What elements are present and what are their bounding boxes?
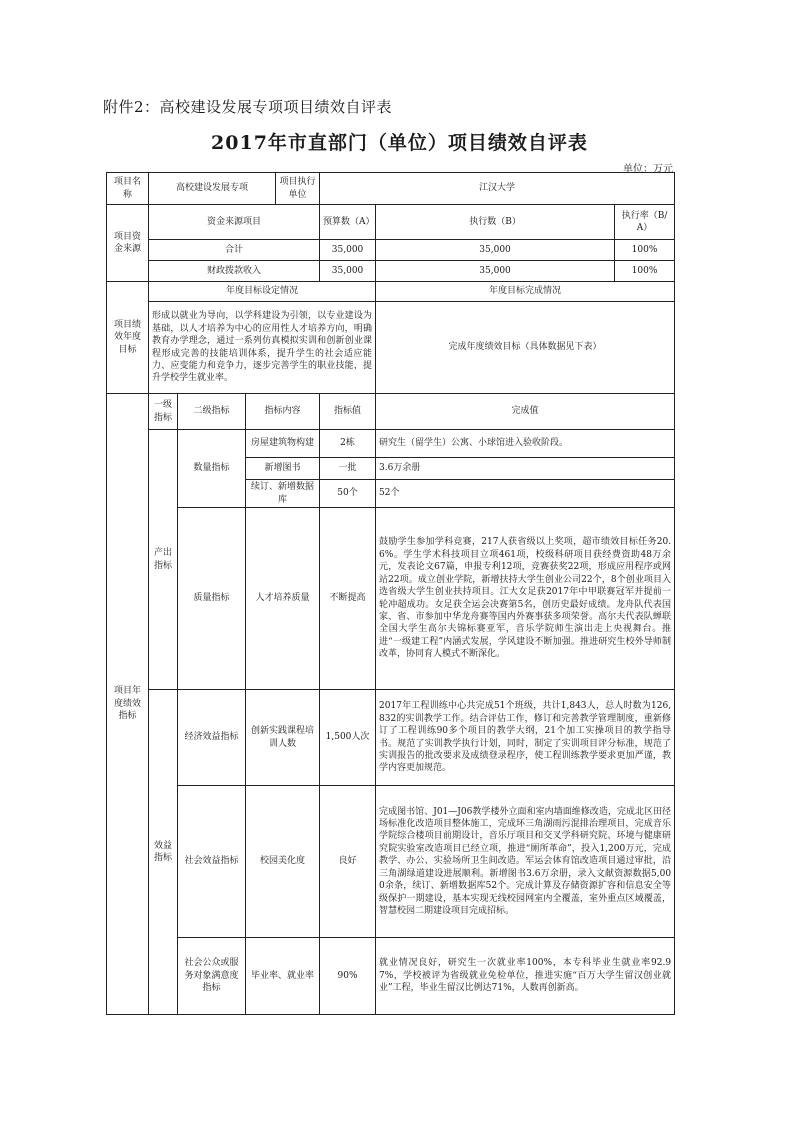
indicator-content: 房屋建筑物构建 xyxy=(246,430,320,458)
indicator-row xyxy=(107,690,675,786)
indicator-result: 2017年工程训练中心共完成51个班级，共计1,843人，总人时数为126,832的实训教学工作。结合评估工作，修订和完善教学管理制度，重新修订了工程训练90多个项目的教学大纲，21个加工实操项目的教学指导书。规范了实训教学执行计划，同时，制定了实训项目评分标准，规范了实训报告的批改要求及成绩登录程序，使工程训练教学要求更加严谨，教学内容更加规范。 xyxy=(376,690,675,786)
indicator-value: 1,500人次 xyxy=(320,690,376,786)
economic-label: 经济效益指标 xyxy=(178,690,246,786)
indicator-content: 创新实践课程培训人数 xyxy=(246,690,320,786)
goals-content-row xyxy=(107,302,675,394)
indicator-value: 50个 xyxy=(320,480,376,508)
social-label: 社会效益指标 xyxy=(178,786,246,938)
goals-completion-header: 年度目标完成情况 xyxy=(376,282,675,302)
indicator-value: 一批 xyxy=(320,458,376,480)
quantity-label: 数量指标 xyxy=(178,430,246,508)
indicator-row xyxy=(107,938,675,1015)
indicator-value: 不断提高 xyxy=(320,508,376,690)
indicator-row xyxy=(107,430,675,458)
header-content: 指标内容 xyxy=(246,394,320,430)
funding-col-source: 资金来源项目 xyxy=(149,205,320,240)
header-level1: 一级指标 xyxy=(149,394,178,430)
funding-row xyxy=(107,261,675,282)
funding-budget: 35,000 xyxy=(320,261,376,282)
annex-heading: 附件2：高校建设发展专项项目绩效自评表 xyxy=(103,98,393,116)
goals-section-label: 项目绩效年度目标 xyxy=(107,282,149,394)
indicator-value: 良好 xyxy=(320,786,376,938)
header-level2: 二级指标 xyxy=(178,394,246,430)
project-name-label: 项目名称 xyxy=(107,173,149,205)
indicator-value: 2栋 xyxy=(320,430,376,458)
indicator-value: 90% xyxy=(320,938,376,1015)
indicator-content: 续订、新增数据库 xyxy=(246,480,320,508)
indicator-result: 就业情况良好，研究生一次就业率100%，本专科毕业生就业率92.97%，学校被评为省级就业免检单位，推进实施“百万大学生留汉创业就业”工程，毕业生留汉比例达71%，人数再创新高。 xyxy=(376,938,675,1015)
project-row xyxy=(107,173,675,205)
indicator-result: 52个 xyxy=(376,480,675,508)
indicators-section-label: 项目年度绩效指标 xyxy=(107,394,149,1015)
page-title: 2017年市直部门（单位）项目绩效自评表 xyxy=(211,132,588,154)
funding-col-rate: 执行率（B/A） xyxy=(615,205,675,240)
funding-budget: 35,000 xyxy=(320,240,376,261)
indicator-row xyxy=(107,786,675,938)
exec-unit: 江汉大学 xyxy=(320,173,675,205)
project-name: 高校建设发展专项 xyxy=(149,173,276,205)
indicators-header-row xyxy=(107,394,675,430)
funding-executed: 35,000 xyxy=(376,240,615,261)
unit-note: 单位：万元 xyxy=(623,164,673,175)
goals-setting-text: 形成以就业为导向，以学科建设为引领，以专业建设为基础，以人才培养为中心的应用性人才培养方向，明确教育办学理念，通过一系列仿真模拟实训和创新创业课程形成完善的技能培训体系，提升学生的社会适应能力、应变能力和竞争力，逐步完善学生的职业技能，提升学校学生就业率。 xyxy=(149,302,376,394)
funding-item: 合计 xyxy=(149,240,320,261)
exec-unit-label: 项目执行单位 xyxy=(276,173,320,205)
indicator-result: 完成图书馆、J01—J06教学楼外立面和室内墙面维修改造，完成北区田径场标准化改造项目整体施工，完成环三角湖雨污混排治理项目，完成音乐学院综合楼项目前期设计，音乐厅项目和交叉学科研究院、环境与健康研究院实验室改造项目已经立项，推进“厕所革命”，投入1,200万元，完成教学、办公、实验场所卫生间改造。军运会体育馆改造项目通过审批，沿三角湖绿道建设进展顺利。新增图书3.6万余册，录入文献资源数据5,000余条，续订、新增数据库52个。完成计算及存储资源扩容和信息安全等级保护一期建设，基本实现无线校园网室内全覆盖，室外重点区域覆盖，智慧校园二期建设项目完成招标。 xyxy=(376,786,675,938)
funding-section-label: 项目资金来源 xyxy=(107,205,149,282)
funding-col-executed: 执行数（B） xyxy=(376,205,615,240)
header-value: 指标值 xyxy=(320,394,376,430)
indicator-result: 3.6万余册 xyxy=(376,458,675,480)
benefit-label: 效益指标 xyxy=(149,690,178,1015)
goals-completion-text: 完成年度绩效目标（具体数据见下表） xyxy=(376,302,675,394)
funding-executed: 35,000 xyxy=(376,261,615,282)
indicator-row xyxy=(107,508,675,690)
funding-row xyxy=(107,240,675,261)
indicator-content: 毕业率、就业率 xyxy=(246,938,320,1015)
evaluation-table xyxy=(106,172,675,1015)
indicator-result: 鼓励学生参加学科竞赛，217人获省级以上奖项，超市绩效目标任务20.6%。学生学术科技项目立项461项，校级科研项目获经费资助48万余元，发表论文67篇，申报专利12项，竞赛获奖22项，形成应用程序或网站22项。成立创业学院，新增扶持大学生创业公司22个，8个创业项目入选省级大学生创业扶持项目。江大女足获2017年中甲联赛冠军并提前一轮冲超成功。女足获全运会决赛第5名，创历史最好成绩。龙舟队代表国家、省、市参加中华龙舟赛等国内外赛事获多项荣誉。高尔夫代表队蝉联全国大学生高尔夫锦标赛亚军，音乐学院师生演出走上央视舞台。推进“一级建工程”内涵式发展，学风建设不断加强。推进研究生校外导师制改革，协同育人模式不断深化。 xyxy=(376,508,675,690)
goals-header-row xyxy=(107,282,675,302)
output-label: 产出指标 xyxy=(149,430,178,690)
indicator-result: 研究生（留学生）公寓、小球馆进入验收阶段。 xyxy=(376,430,675,458)
funding-col-budget: 预算数（A） xyxy=(320,205,376,240)
quality-label: 质量指标 xyxy=(178,508,246,690)
funding-rate: 100% xyxy=(615,261,675,282)
funding-item: 财政拨款收入 xyxy=(149,261,320,282)
funding-header-row xyxy=(107,205,675,240)
header-result: 完成值 xyxy=(376,394,675,430)
indicator-content: 校园美化度 xyxy=(246,786,320,938)
indicator-content: 人才培养质量 xyxy=(246,508,320,690)
goals-setting-header: 年度目标设定情况 xyxy=(149,282,376,302)
funding-rate: 100% xyxy=(615,240,675,261)
indicator-content: 新增图书 xyxy=(246,458,320,480)
satisfaction-label: 社会公众或服务对象满意度指标 xyxy=(178,938,246,1015)
